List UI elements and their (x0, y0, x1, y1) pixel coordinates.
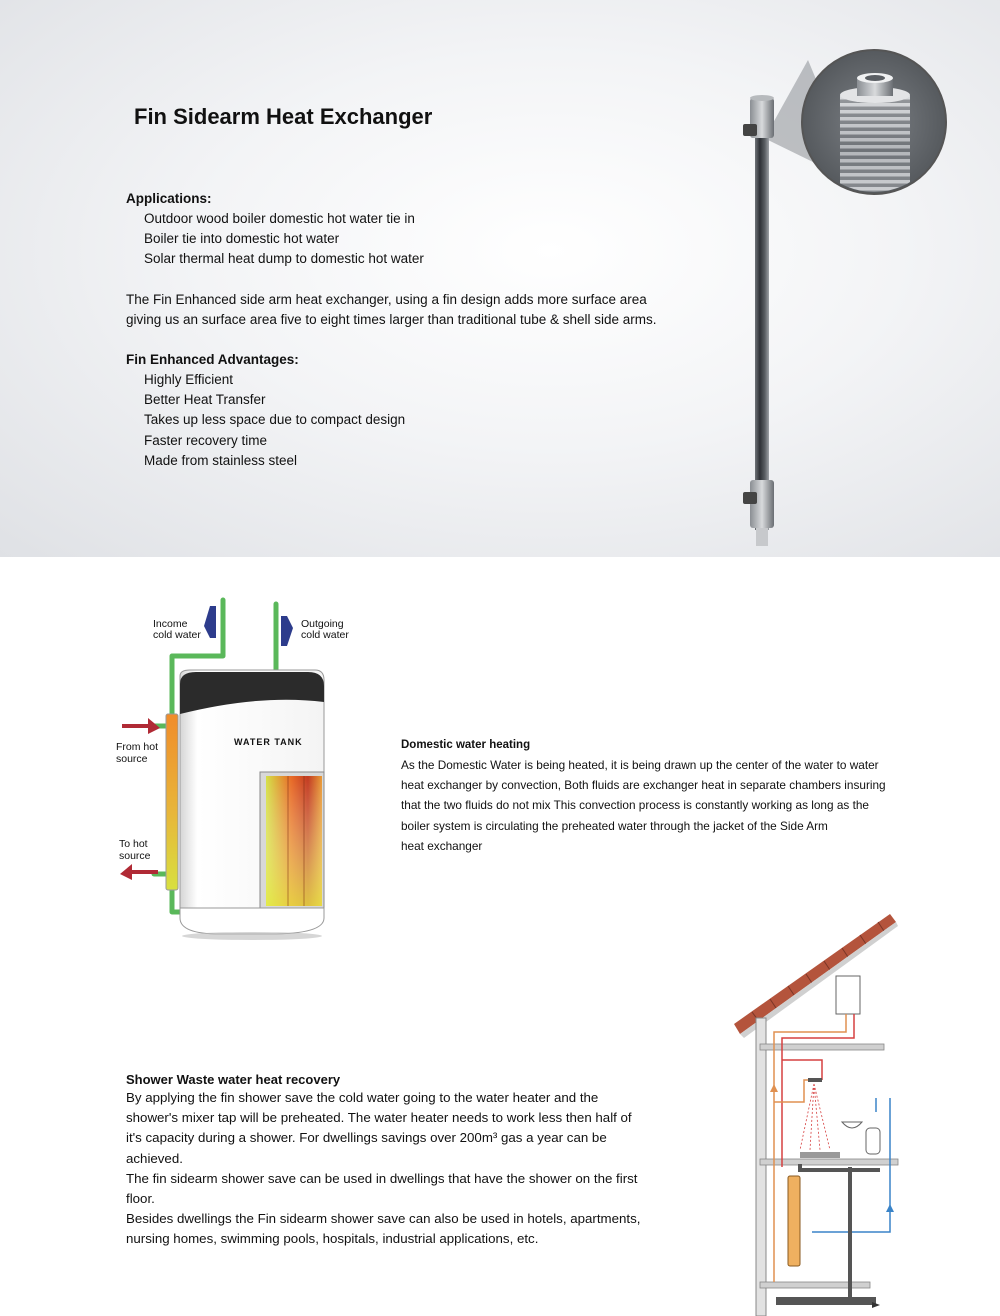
income-label: Income (153, 618, 188, 630)
shower-line: shower's mixer tap will be preheated. The water heater needs to work less then half of (126, 1110, 632, 1126)
shower-line: floor. (126, 1191, 155, 1207)
shower-line: The fin sidearm shower save can be used in dwellings that have the shower on the first (126, 1170, 638, 1186)
to-hot-arrow-icon (120, 864, 158, 880)
house-diagram (730, 912, 905, 1316)
domestic-section (401, 739, 901, 856)
from-hot-arrow-icon (122, 718, 160, 734)
shower-sidearm (788, 1176, 800, 1266)
intro-line: The Fin Enhanced side arm heat exchanger, using a fin design adds more surface area (126, 292, 647, 307)
to-hot-label: source (119, 850, 151, 862)
domestic-line: that the two fluids do not mix This convection process is constantly working as long as the (401, 798, 869, 813)
attic-floor (760, 1044, 884, 1050)
income-label: cold water (153, 629, 201, 641)
list-item: Faster recovery time (144, 432, 268, 448)
tank-label: WATER TANK (234, 737, 303, 747)
intro-paragraph (126, 290, 657, 331)
basement-pipe (776, 1297, 876, 1305)
from-hot-label: source (116, 753, 148, 765)
shower-line: By applying the fin shower save the cold water going to the water heater and the (126, 1090, 599, 1105)
applications-list (144, 209, 424, 270)
bottom-port (743, 492, 757, 504)
domestic-heading: Domestic water heating (401, 739, 531, 751)
list-item: Solar thermal heat dump to domestic hot water (144, 251, 424, 267)
advantages-heading: Fin Enhanced Advantages: (126, 352, 299, 367)
domestic-line: heat exchanger by convection, Both fluids are exchanger heat in separate chambers insuring (401, 778, 886, 793)
sink-icon (842, 1122, 862, 1128)
shower-head-icon (808, 1078, 822, 1082)
page-title: Fin Sidearm Heat Exchanger (134, 104, 433, 129)
shower-line: achieved. (126, 1150, 183, 1166)
shower-line: Besides dwellings the Fin sidearm shower save can also be used in hotels, apartments, (126, 1211, 641, 1227)
domestic-line: As the Domestic Water is being heated, it is being drawn up the center of the water to water (401, 758, 879, 772)
sidearm-tube-image (700, 40, 960, 557)
toilet-icon (866, 1128, 880, 1154)
outgoing-label: Outgoing (301, 618, 344, 630)
domestic-line: boiler system is circulating the preheated water through the jacket of the Side Arm (401, 818, 828, 833)
first-floor (760, 1159, 898, 1165)
shower-tray (800, 1152, 840, 1158)
list-item: Outdoor wood boiler domestic hot water tie in (144, 211, 415, 226)
list-item: Highly Efficient (144, 372, 234, 387)
hero-section (0, 0, 1000, 557)
list-item: Boiler tie into domestic hot water (144, 231, 340, 247)
tube-body (755, 110, 769, 530)
outgoing-arrow-icon (287, 616, 293, 646)
domestic-line: heat exchanger (401, 838, 483, 853)
shower-section (126, 1072, 656, 1250)
list-item: Made from stainless steel (144, 452, 298, 468)
left-wall (756, 1018, 766, 1316)
intro-line: giving us an surface area five to eight times larger than traditional tube & shell side arms. (126, 312, 657, 328)
shower-paragraph (126, 1088, 656, 1250)
domestic-paragraph (401, 755, 901, 856)
ground-floor (760, 1282, 870, 1288)
shower-heading: Shower Waste water heat recovery (126, 1072, 341, 1087)
shower-line: nursing homes, swimming pools, hospitals, industrial applications, etc. (126, 1231, 539, 1247)
top-port (743, 124, 757, 136)
advantages-list (144, 370, 405, 471)
list-item: Better Heat Transfer (144, 392, 266, 408)
water-tank-diagram (110, 596, 380, 946)
list-item: Takes up less space due to compact design (144, 412, 406, 428)
from-hot-label: From hot (116, 741, 159, 753)
water-heater-icon (836, 976, 860, 1014)
outgoing-label: cold water (301, 629, 349, 641)
sidearm-bar (166, 714, 178, 890)
income-arrow-icon (204, 606, 210, 638)
applications-heading: Applications: (126, 191, 212, 206)
to-hot-label: To hot (119, 838, 148, 850)
shower-line: it's capacity during a shower. For dwellings savings over 200m³ gas a year can be (126, 1130, 607, 1146)
